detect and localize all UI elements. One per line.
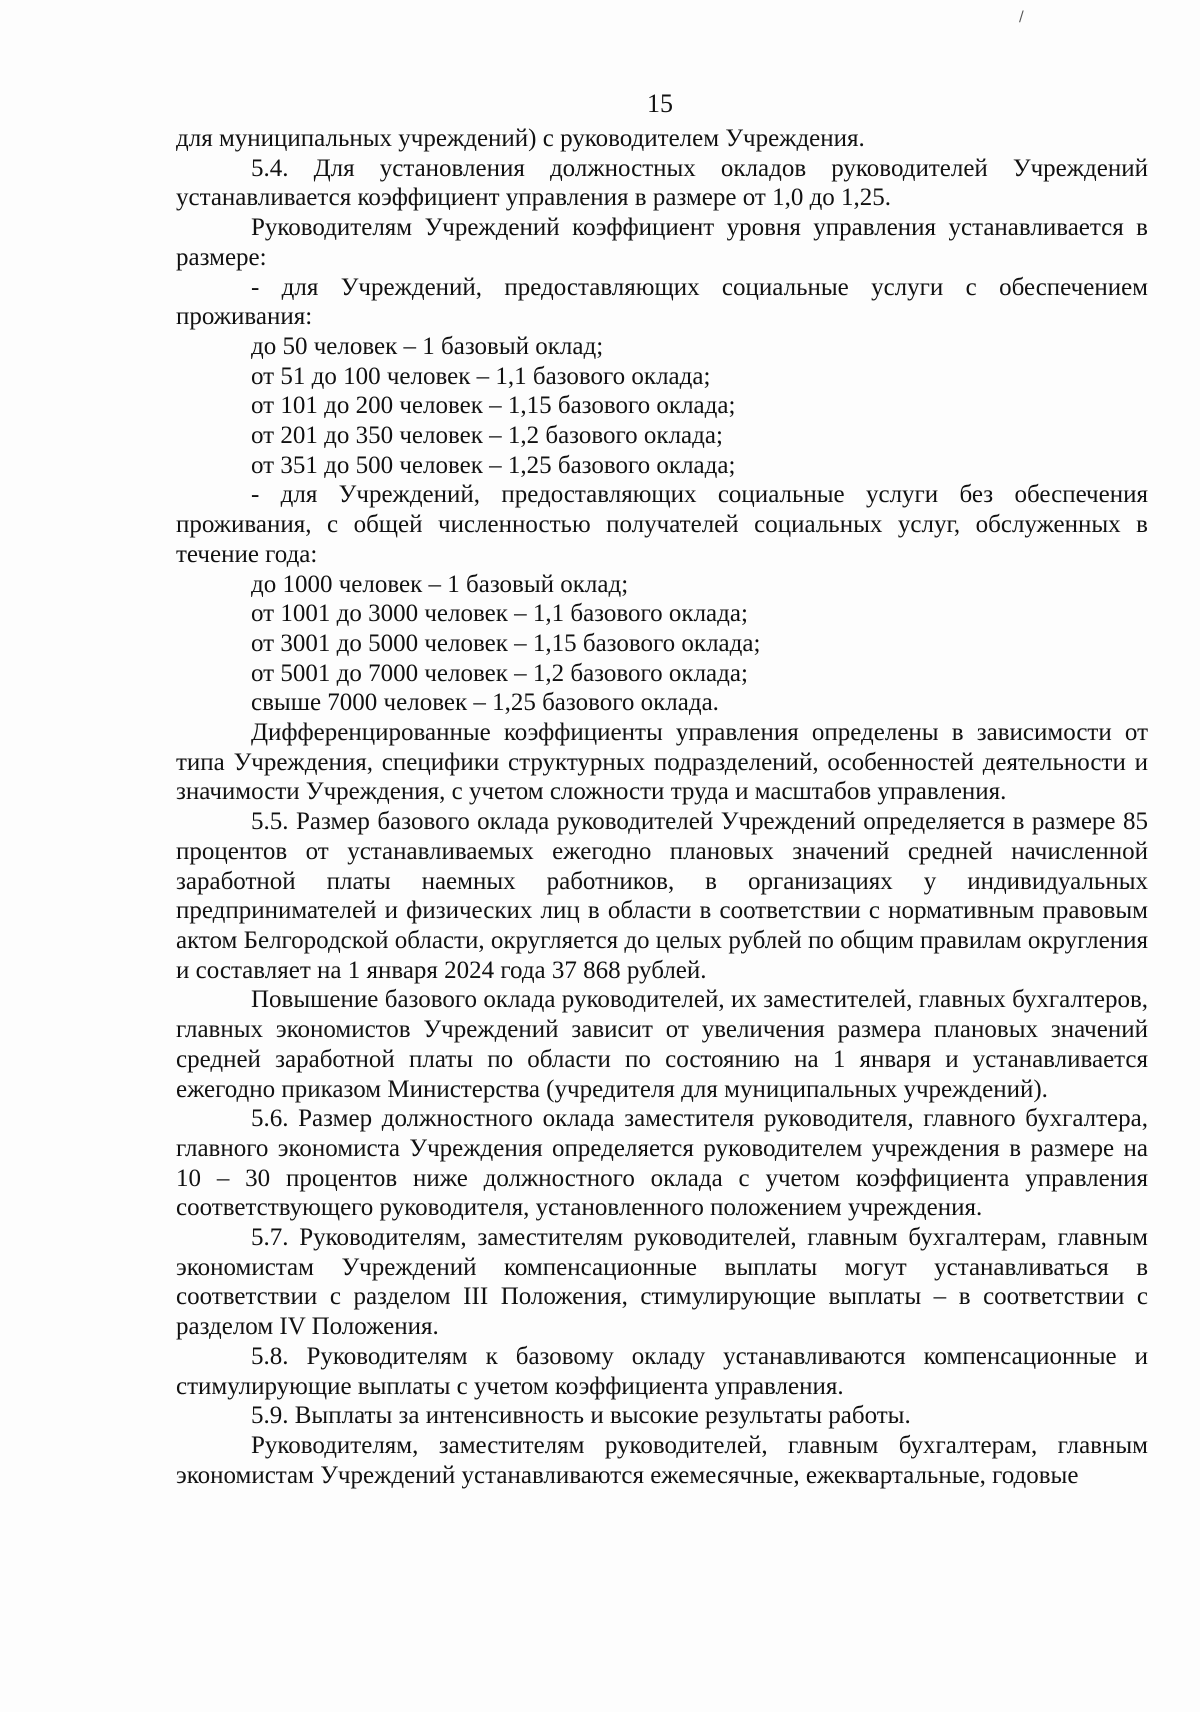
paragraph-5-5: 5.5. Размер базового оклада руководителей Учреждений определяется в размере 85 процентов от устанавливаемых ежегодно плановых значений средней начисленной заработной платы наемных работников, в организациях у индивидуальных предпринимателей и физических лиц в области в соответствии с нормативным правовым актом Белгородской области, округляется до целых рублей по общим правилам округления и составляет на 1 января 2024 года 37 868 рублей. [176,808,1148,984]
paragraph-5-9: 5.9. Выплаты за интенсивность и высокие результаты работы. [251,1402,911,1430]
list-item: от 351 до 500 человек – 1,25 базового оклада; [251,451,736,479]
scan-mark: / [1019,9,1024,25]
paragraph-5-4: 5.4. Для установления должностных окладов руководителей Учреждений устанавливается коэффициент управления в размере от 1,0 до 1,25. [176,154,1148,212]
list-item: от 5001 до 7000 человек – 1,2 базового оклада; [251,659,748,687]
paragraph-5-6: 5.6. Размер должностного оклада заместителя руководителя, главного бухгалтера, главного экономиста Учреждения определяется руководителем учреждения в размере на 10 – 30 процентов ниже должностного оклада с учетом коэффициента управления соответствующего руководителя, установленного положением учреждения. [176,1105,1148,1222]
paragraph-coefficient-intro: Руководителям Учреждений коэффициент уровня управления устанавливается в размере: [176,214,1148,271]
paragraph-bonus-payments: Руководителям, заместителям руководителей, главным бухгалтерам, главным экономистам Учреждений устанавливаются ежемесячные, ежеквартальные, годовые [176,1431,1148,1489]
list-item: до 1000 человек – 1 базовый оклад; [251,570,629,598]
paragraph-differentiated-coefficients: Дифференцированные коэффициенты управления определены в зависимости от типа Учреждения, специфики структурных подразделений, особенностей деятельности и значимости Учреждения, с учетом сложности труда и масштабов управления. [176,719,1148,806]
list-item: от 101 до 200 человек – 1,15 базового оклада; [251,392,736,420]
nonresidential-coefficient-list [176,570,1148,719]
residential-coefficient-list [176,332,1148,481]
list-item: от 3001 до 5000 человек – 1,15 базового оклада; [251,629,761,657]
paragraph-nonresidential-heading: - для Учреждений, предоставляющих социальные услуги без обеспечения проживания, с общей численностью получателей социальных услуг, обслуженных в течение года: [176,481,1148,568]
paragraph-5-7: 5.7. Руководителям, заместителям руководителей, главным бухгалтерам, главным экономистам Учреждений компенсационные выплаты могут устанавливаться в соответствии с разделом III Положения, стимулирующие выплаты – в соответствии с разделом IV Положения. [176,1224,1148,1341]
paragraph-continuation: для муниципальных учреждений) с руководителем Учреждения. [176,125,865,152]
list-item: до 50 человек – 1 базовый оклад; [251,332,604,360]
list-item: от 51 до 100 человек – 1,1 базового оклада; [251,362,711,390]
paragraph-base-salary-increase: Повышение базового оклада руководителей, их заместителей, главных бухгалтеров, главных экономистов Учреждений зависит от увеличения размера плановых значений средней заработной платы по области по состоянию на 1 января и устанавливается ежегодно приказом Министерства (учредителя для муниципальных учреждений). [176,986,1148,1103]
document-body [176,124,1148,1490]
page-number: 15 [647,89,673,118]
list-item: от 1001 до 3000 человек – 1,1 базового оклада; [251,600,748,628]
paragraph-5-8: 5.8. Руководителям к базовому окладу устанавливаются компенсационные и стимулирующие выплаты с учетом коэффициента управления. [176,1342,1148,1400]
list-item: свыше 7000 человек – 1,25 базового оклада. [251,689,719,717]
paragraph-residential-heading: - для Учреждений, предоставляющих социальные услуги с обеспечением проживания: [176,273,1148,331]
list-item: от 201 до 350 человек – 1,2 базового оклада; [251,422,723,450]
